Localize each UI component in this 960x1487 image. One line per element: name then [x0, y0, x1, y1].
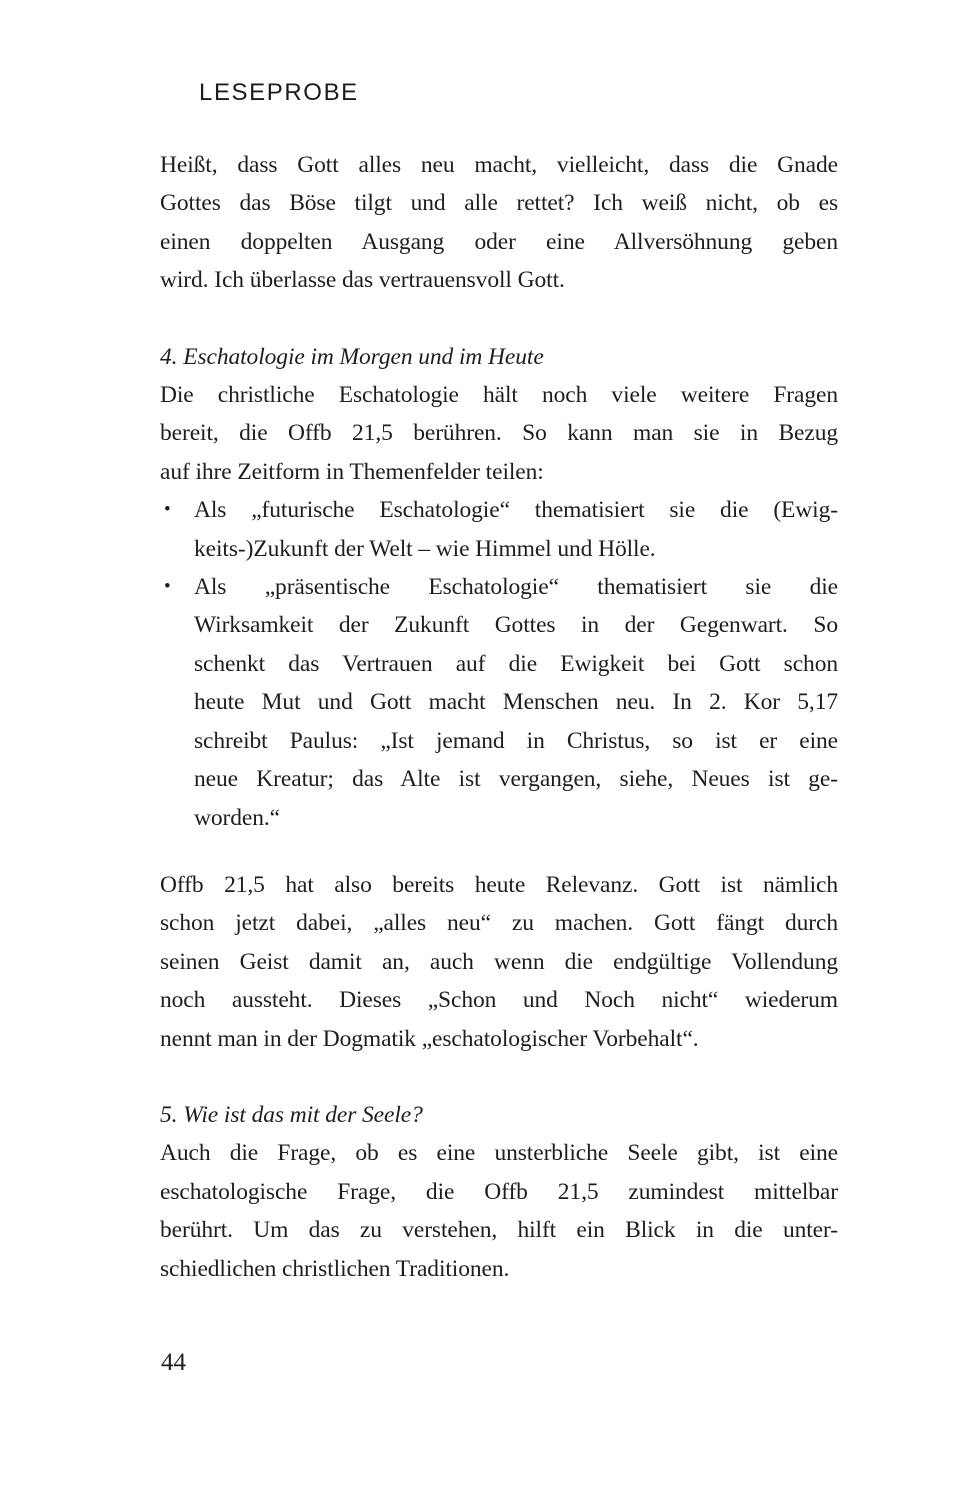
text-line: Die christliche Eschatologie hält noch viele weitere Fragen — [160, 382, 838, 409]
text-line: schiedlichen christlichen Traditionen. — [160, 1255, 510, 1282]
text-line: Wirksamkeit der Zukunft Gottes in der Gegenwart. So — [194, 612, 838, 639]
text-line: worden.“ — [194, 804, 280, 831]
bullet-item — [160, 568, 838, 837]
text-line: keits-)Zukunft der Welt – wie Himmel und Hölle. — [194, 535, 656, 562]
text-line: schenkt das Vertrauen auf die Ewigkeit bei Gott schon — [194, 650, 838, 677]
bullet-marker-icon: • — [164, 499, 171, 521]
text-line: Gottes das Böse tilgt und alle rettet? Ich weiß nicht, ob es — [160, 190, 838, 217]
page-number: 44 — [161, 1349, 186, 1376]
text-line: Als „präsentische Eschatologie“ thematisiert sie die — [194, 574, 838, 601]
text-line: einen doppelten Ausgang oder eine Allversöhnung geben — [160, 228, 838, 255]
paragraph — [160, 1134, 838, 1288]
text-line: schreibt Paulus: „Ist jemand in Christus, so ist er eine — [194, 727, 838, 754]
text-line: nennt man in der Dogmatik „eschatologischer Vorbehalt“. — [160, 1025, 699, 1052]
text-line: wird. Ich überlasse das vertrauensvoll Gott. — [160, 267, 565, 294]
paragraph — [160, 146, 838, 300]
bullet-marker-icon: • — [164, 576, 171, 598]
text-line: bereit, die Offb 21,5 berühren. So kann man sie in Bezug — [160, 420, 838, 447]
page-header-label: LESEPROBE — [199, 79, 359, 106]
text-line: schon jetzt dabei, „alles neu“ zu machen. Gott fängt durch — [160, 910, 838, 937]
bullet-item — [160, 491, 838, 568]
text-line: auf ihre Zeitform in Themenfelder teilen: — [160, 458, 544, 485]
text-line: heute Mut und Gott macht Menschen neu. In 2. Kor 5,17 — [194, 689, 838, 716]
text-line: noch aussteht. Dieses „Schon und Noch nicht“ wiederum — [160, 987, 838, 1014]
text-line: seinen Geist damit an, auch wenn die endgültige Vollendung — [160, 948, 838, 975]
text-line: Offb 21,5 hat also bereits heute Relevanz. Gott ist nämlich — [160, 871, 838, 898]
paragraph — [160, 866, 838, 1058]
section-heading: 4. Eschatologie im Morgen und im Heute — [160, 343, 544, 370]
text-line: neue Kreatur; das Alte ist vergangen, siehe, Neues ist ge- — [194, 766, 838, 793]
text-block — [160, 146, 838, 1288]
text-line: berührt. Um das zu verstehen, hilft ein Blick in die unter- — [160, 1217, 838, 1244]
text-line: Auch die Frage, ob es eine unsterbliche Seele gibt, ist eine — [160, 1140, 838, 1167]
text-line: eschatologische Frage, die Offb 21,5 zumindest mittelbar — [160, 1178, 838, 1205]
section-heading: 5. Wie ist das mit der Seele? — [160, 1101, 423, 1128]
paragraph — [160, 376, 838, 491]
text-line: Als „futurische Eschatologie“ thematisiert sie die (Ewig- — [194, 497, 838, 524]
text-line: Heißt, dass Gott alles neu macht, vielleicht, dass die Gnade — [160, 152, 838, 178]
